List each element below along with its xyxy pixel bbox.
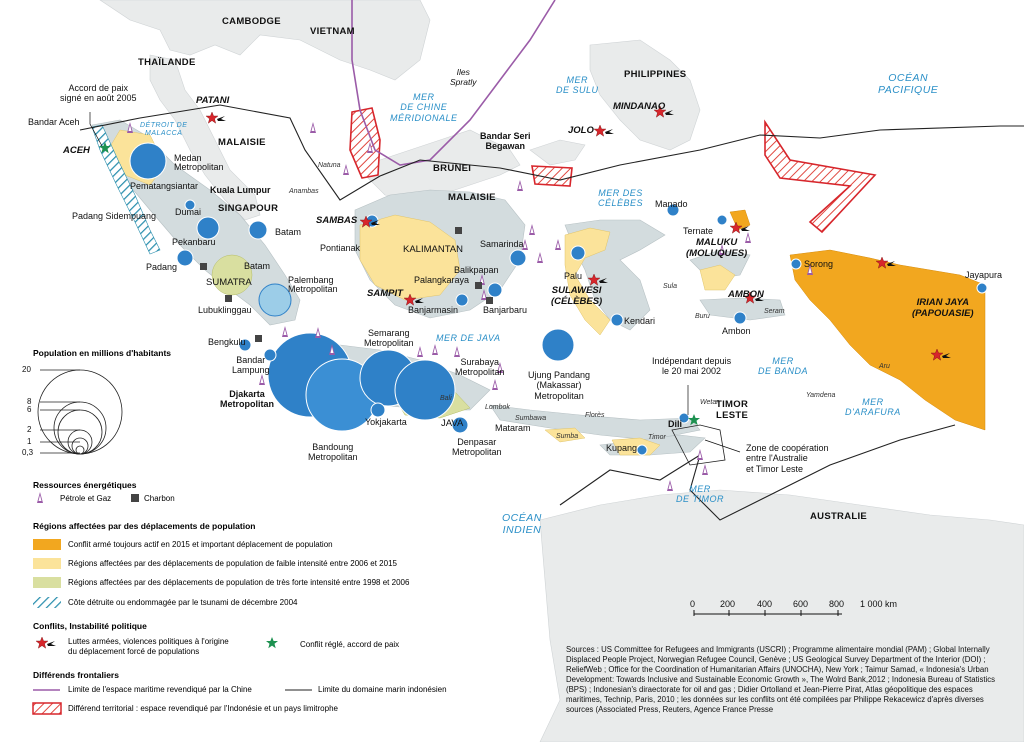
sea-pacifique: OCÉAN PACIFIQUE	[878, 72, 939, 97]
region-maluku: MALUKU (MOLUQUES)	[686, 237, 748, 259]
city-sorong: Sorong	[804, 259, 834, 269]
country-singapour: SINGAPOUR	[218, 203, 279, 214]
island-aru: Aru	[879, 363, 890, 370]
legend-pop-6: 6	[27, 405, 32, 414]
island-sula: Sula	[663, 283, 678, 290]
country-brunei: BRUNEI	[433, 163, 472, 174]
island-spratly: Iles Spratly	[450, 67, 477, 87]
country-timor-leste: TIMOR LESTE	[716, 399, 749, 421]
scale-tick-1000: 1 000 km	[860, 599, 898, 609]
country-thailande: THAÏLANDE	[138, 57, 196, 68]
city-surabaya: Surabaya Metropolitan	[455, 357, 505, 378]
scale-tick-200: 200	[720, 599, 736, 609]
city-lubuklinggau: Lubuklinggau	[198, 305, 252, 315]
legend-territorial: Différend territorial : espace revendiqué par l'Indonésie et un pays limitrophe	[68, 704, 338, 713]
legend-chine: Limite de l'espace maritime revendiqué par la Chine	[68, 685, 252, 694]
city-dili: Dili	[668, 419, 683, 429]
city-palembang: Palembang Metropolitan	[288, 275, 338, 294]
region-patani: PATANI	[196, 95, 230, 106]
city-manado: Manado	[655, 199, 688, 209]
region-sulawesi: SULAWESI (CÉLÈBES)	[551, 285, 603, 307]
scale-tick-600: 600	[793, 599, 809, 609]
sea-banda: MER DE BANDA	[758, 356, 809, 377]
legend-population-title: Population en millions d'habitants	[33, 348, 172, 358]
city-bandar-lampung: Bandar Lampung	[232, 355, 270, 376]
island-timor: Timor	[648, 434, 666, 441]
city-batam2: Batam	[244, 261, 271, 271]
pop-padang	[177, 250, 193, 266]
city-bandoung: Bandoung Metropolitan	[308, 442, 358, 463]
pop-ternate	[717, 215, 727, 225]
city-bandar-seri-begawan: Bandar Seri Begawan	[480, 131, 531, 152]
region-kalimantan: KALIMANTAN	[403, 244, 464, 255]
sea-malacca: DÉTROIT DE MALACCA	[140, 122, 188, 138]
sea-celebes: MER DES CÉLÈBES	[598, 188, 644, 209]
city-kuala-lumpur: Kuala Lumpur	[210, 185, 271, 195]
pop-batam	[249, 221, 267, 239]
sea-arafura: MER D'ARAFURA	[845, 397, 901, 418]
city-yokjakarta: Yokjakarta	[365, 417, 407, 427]
sea-indien: OCÉAN INDIEN	[502, 512, 542, 537]
region-sampit: SAMPIT	[367, 288, 403, 299]
sea-java: MER DE JAVA	[436, 333, 501, 343]
city-bengkulu: Bengkulu	[208, 337, 246, 347]
sources-text: Sources : US Committee for Refugees and Immigrants (USCRI) ; Programme alimentaire mondial (PAM) ; Global Internally Displaced People Project, Norwegian Refugee Council, Genève ; US Geological Survey Department of the Interior (DOI) ; ReliefWeb ; Office for the Coordination of Humanitarian Affairs (UNOCHA), New York ; Taimur Samad, « Indonesia's Urban Development: Towards Inclusive and Sustainable Economic Growth », The Wolrd Bank,2012 ; Indonesia Bureau of Statistics (BPS) ; Indonesian's diraectorate for oil and gas ; Didier Ortolland et Jean-Pierre Pirat, Atlas géopolitique des espaces maritimes, Technip, Paris, 2010 ; les données sur les conflits ont été compilées par Philippe Rekacewicz d'après diverses sources (Associated Press, Reuters, Agence France Presse	[566, 645, 996, 714]
legend-pop-03: 0,3	[22, 448, 34, 457]
country-cambodge: CAMBODGE	[222, 16, 281, 27]
region-jolo: JOLO	[568, 125, 594, 136]
city-balikpapan: Balikpapan	[454, 265, 499, 275]
city-kupang: Kupang	[606, 443, 638, 453]
city-ternate: Ternate	[683, 226, 714, 236]
legend-indonesien: Limite du domaine marin indonésien	[318, 685, 447, 694]
legend-region-active: Conflit armé toujours actif en 2015 et important déplacement de population	[68, 540, 333, 549]
annotation-accord: Accord de paix signé en août 2005	[60, 83, 137, 104]
legend-charbon: Charbon	[144, 494, 175, 503]
city-pekanbaru: Pekanbaru	[172, 237, 216, 247]
region-sumatra: SUMATRA	[206, 277, 252, 288]
legend-resources-title: Ressources énergétiques	[33, 480, 137, 490]
scale-tick-800: 800	[829, 599, 845, 609]
city-bandar-aceh: Bandar Aceh	[28, 117, 80, 127]
pop-samarinda	[510, 250, 526, 266]
legend-regle: Conflit réglé, accord de paix	[300, 640, 400, 649]
pop-surabaya	[395, 360, 455, 420]
city-palu: Palu	[564, 271, 583, 281]
city-ujung-pandang: Ujung Pandang (Makassar) Metropolitan	[528, 370, 591, 401]
city-banjarbaru: Banjarbaru	[483, 305, 528, 315]
country-vietnam: VIETNAM	[310, 26, 355, 37]
legend-pop-20: 20	[22, 365, 31, 374]
sea-sulu: MER DE SULU	[556, 75, 599, 96]
city-mataram: Mataram	[495, 423, 531, 433]
island-anambas: Anambas	[289, 188, 319, 195]
scale-tick-400: 400	[757, 599, 773, 609]
country-malaisie-west: MALAISIE	[218, 137, 266, 148]
legend-region-low: Régions affectées par des déplacements de population de faible intensité entre 2006 et 2015	[68, 559, 397, 568]
legend-regions-title: Régions affectées par des déplacements de population	[33, 521, 256, 531]
city-ambon: Ambon	[722, 326, 751, 336]
region-ambon: AMBON	[728, 289, 764, 300]
region-aceh: ACEH	[63, 145, 90, 156]
legend-luttes: Luttes armées, violences politiques à l'origine du déplacement forcé de populations	[68, 637, 229, 656]
city-dumai: Dumai	[175, 207, 202, 217]
island-lombok: Lombok	[485, 404, 510, 411]
legend-pop-8: 8	[27, 397, 32, 406]
region-mindanao: MINDANAO	[613, 101, 666, 112]
region-irian: IRIAN JAYA (PAPOUASIE)	[912, 297, 974, 319]
city-kendari: Kendari	[624, 316, 656, 326]
pop-pekanbaru	[197, 217, 219, 239]
city-padang-sidempuang: Padang Sidempuang	[72, 211, 157, 221]
annotation-zone-coop: Zone de coopération entre l'Australie et Timor Leste	[746, 443, 829, 474]
island-sumbawa: Sumbawa	[515, 415, 547, 422]
island-flores: Florès	[585, 412, 605, 419]
legend-pop-1: 1	[27, 437, 32, 446]
island-seram: Seram	[764, 308, 785, 315]
city-banjarmasin: Banjarmasin	[408, 305, 459, 315]
sea-timor: MER DE TIMOR	[676, 484, 724, 505]
scale-tick-0: 0	[690, 599, 696, 609]
pop-jayapura	[977, 283, 987, 293]
city-pematangsiantar: Pematangsiantar	[130, 181, 199, 191]
city-semarang: Semarang Metropolitan	[364, 328, 414, 349]
city-padang: Padang	[146, 262, 178, 272]
legend-pop-2: 2	[27, 425, 32, 434]
legend-region-tsunami: Côte détruite ou endommagée par le tsunami de décembre 2004	[68, 598, 298, 607]
city-palangkaraya: Palangkaraya	[414, 275, 470, 285]
pop-ujung-pandang	[542, 329, 574, 361]
pop-palu	[571, 246, 585, 260]
legend-region-high: Régions affectées par des déplacements de population de très forte intensité entre 1998 et 2006	[68, 578, 410, 587]
city-medan: Medan Metropolitan	[174, 153, 224, 172]
region-sambas: SAMBAS	[316, 215, 358, 226]
country-malaisie-east: MALAISIE	[448, 192, 496, 203]
pop-yokjakarta	[371, 403, 385, 417]
pop-palembang	[259, 284, 291, 316]
annotation-independant: Indépendant depuis le 20 mai 2002	[652, 356, 732, 377]
island-yamdena: Yamdena	[806, 392, 836, 399]
island-bali: Bali	[440, 395, 452, 402]
city-jayapura: Jayapura	[965, 270, 1003, 280]
sea-chine: MER DE CHINE MÉRIDIONALE	[390, 92, 458, 123]
pop-ambon	[734, 312, 746, 324]
region-java: JAVA	[441, 418, 464, 429]
legend-population-circles	[38, 370, 122, 454]
legend-petrole: Pétrole et Gaz	[60, 494, 112, 503]
pop-kupang	[637, 445, 647, 455]
legend-frontiers-title: Différends frontaliers	[33, 670, 119, 680]
city-djakarta: Djakarta Metropolitan	[220, 389, 274, 410]
pop-banjarbaru	[488, 283, 502, 297]
pop-sorong	[791, 259, 801, 269]
island-wetar: Wetar	[700, 399, 719, 406]
legend-conflits-title: Conflits, Instabilité politique	[33, 621, 147, 631]
city-denpasar: Denpasar Metropolitan	[452, 437, 502, 458]
city-batam1: Batam	[275, 227, 302, 237]
city-samarinda: Samarinda	[480, 239, 524, 249]
country-philippines: PHILIPPINES	[624, 69, 687, 80]
city-pontianak: Pontianak	[320, 243, 361, 253]
country-australie: AUSTRALIE	[810, 511, 868, 522]
island-buru: Buru	[695, 313, 710, 320]
pop-kendari	[611, 314, 623, 326]
island-sumba: Sumba	[556, 433, 579, 440]
island-natuna: Natuna	[318, 162, 341, 169]
pop-medan	[130, 143, 166, 179]
